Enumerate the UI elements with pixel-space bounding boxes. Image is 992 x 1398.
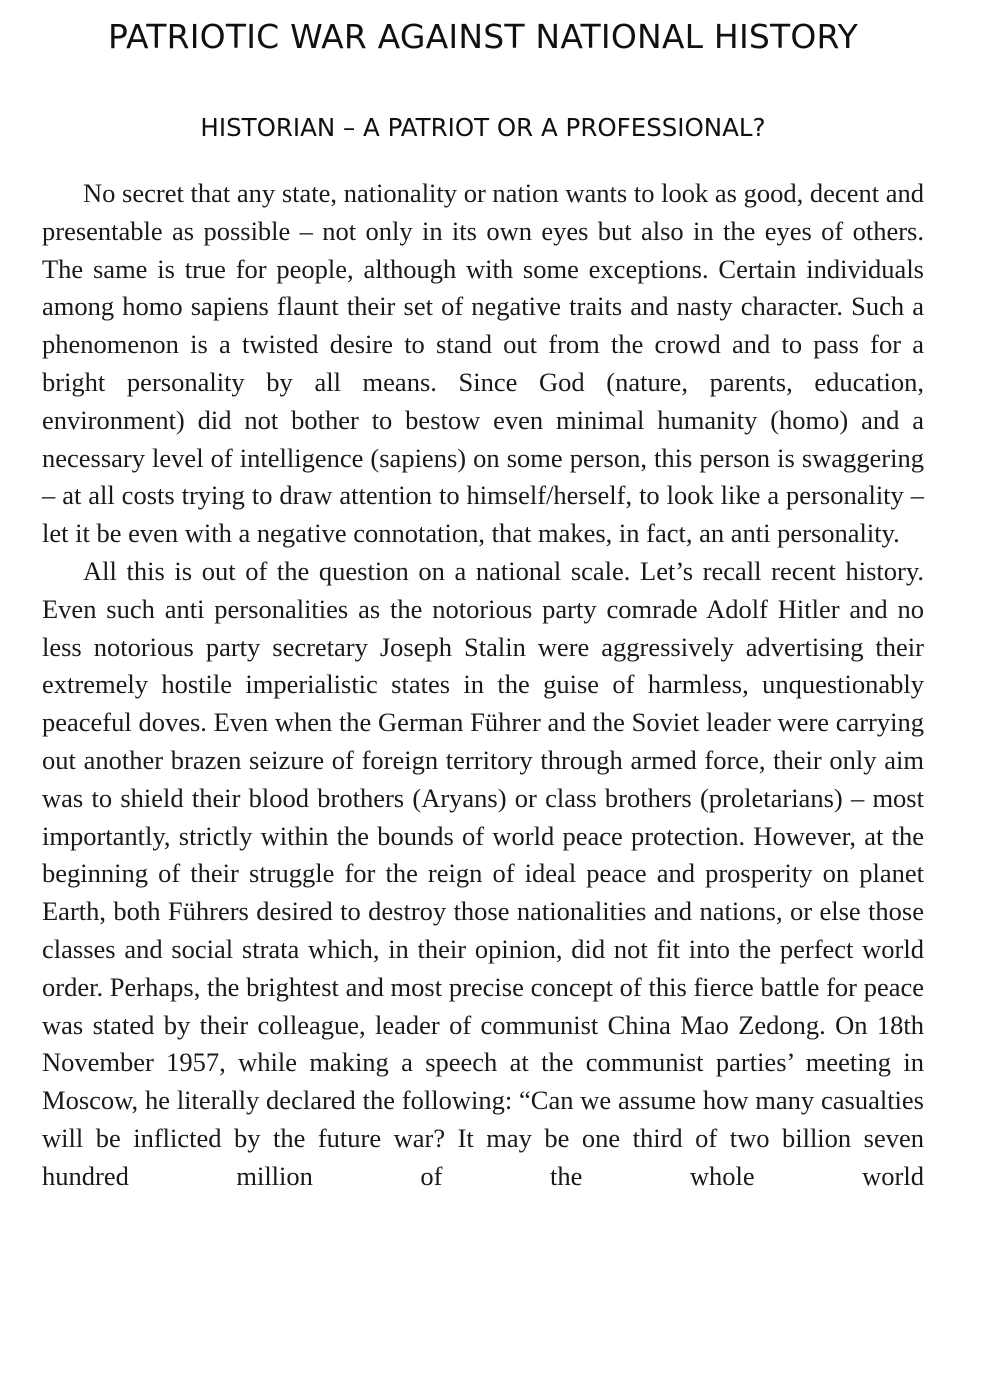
section-title: HISTORIAN – A PATRIOT OR A PROFESSIONAL?	[200, 113, 766, 142]
paragraph-2: All this is out of the question on a national scale. Let’s recall recent history. Even such anti personalities as the notorious party comrade Adolf Hitler and no less notorious party secretary Joseph Stalin were aggressively advertising their extremely hostile imperialistic states in the guise of harmless, unquestionably peaceful doves. Even when the German Führer and the Soviet leader were carrying out another brazen seizure of foreign territory through armed force, their only aim was to shield their blood brothers (Aryans) or class brothers (proletarians) – most importantly, strictly within the bounds of world peace protection. However, at the beginning of their struggle for the reign of ideal peace and prosperity on planet Earth, both Führers desired to destroy those nationalities and nations, or else those classes and social strata which, in their opinion, did not fit into the perfect world order. Perhaps, the brightest and most precise concept of this fierce battle for peace was stated by their colleague, leader of communist China Mao Zedong. On 18th November 1957, while making a speech at the communist parties’ meeting in Moscow, he literally declared the following: “Can we assume how many casualties will be inflicted by the future war? It may be one third of two billion seven hundred million of the whole world	[42, 555, 924, 1191]
chapter-title: PATRIOTIC WAR AGAINST NATIONAL HISTORY	[108, 17, 858, 56]
document-page	[42, 14, 924, 1196]
paragraph-1: No secret that any state, nationality or nation wants to look as good, decent and presentable as possible – not only in its own eyes but also in the eyes of others. The same is true for people, although with some exceptions. Certain individuals among homo sapiens flaunt their set of negative traits and nasty character. Such a phenomenon is a twisted desire to stand out from the crowd and to pass for a bright personality by all means. Since God (nature, parents, education, environment) did not bother to bestow even minimal humanity (homo) and a necessary level of intelligence (sapiens) on some person, this person is swaggering – at all costs trying to draw attention to himself/herself, to look like a personality – let it be even with a negative connotation, that makes, in fact, an anti personality.	[42, 178, 924, 549]
body-text	[42, 175, 924, 1196]
